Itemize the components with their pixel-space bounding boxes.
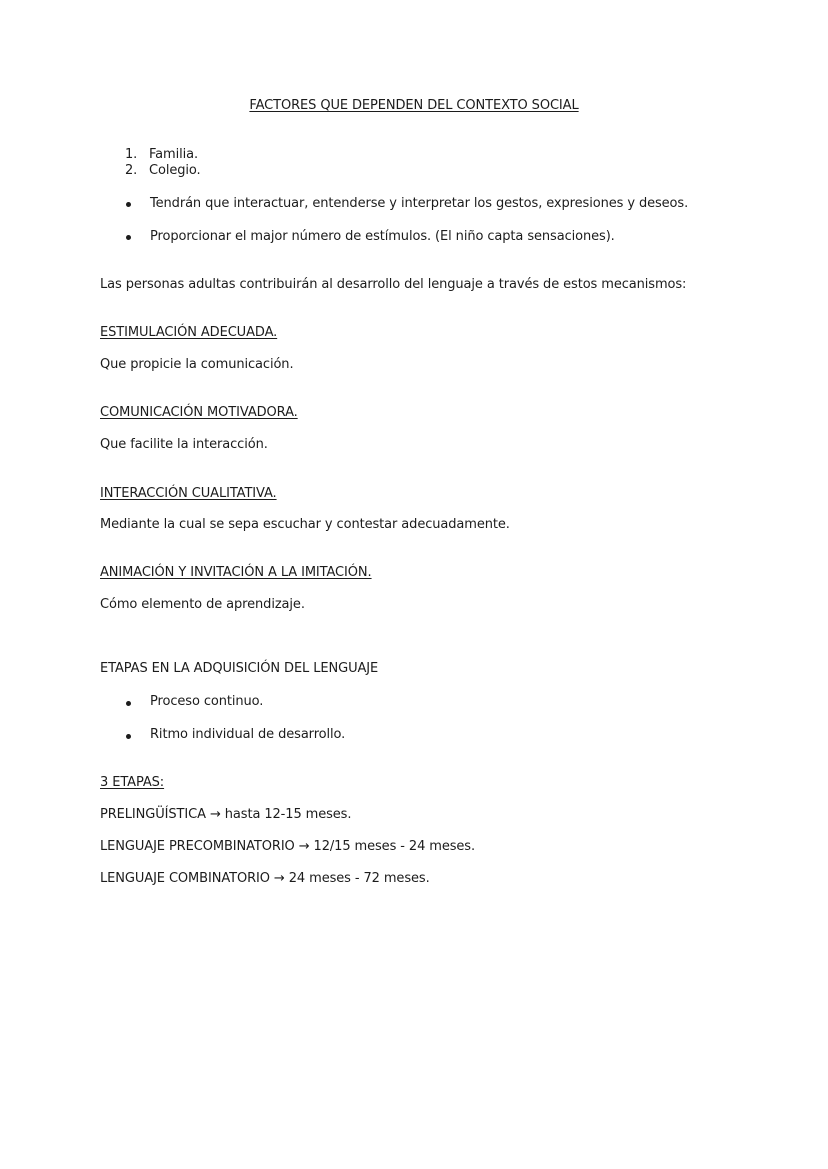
- section-text: Que propicie la comunicación.: [100, 357, 294, 372]
- list-item-colegio: Colegio.: [149, 163, 201, 178]
- bullet-dot: [126, 235, 131, 240]
- page-title: FACTORES QUE DEPENDEN DEL CONTEXTO SOCIAL: [249, 98, 579, 113]
- bullet-item: Tendrán que interactuar, entenderse y interpretar los gestos, expresiones y deseos.: [150, 196, 689, 211]
- bullet-item: Ritmo individual de desarrollo.: [150, 727, 346, 742]
- section-heading: ANIMACIÓN Y INVITACIÓN A LA IMITACIÓN.: [100, 565, 372, 580]
- section-heading: ESTIMULACIÓN ADECUADA.: [100, 325, 278, 340]
- section-heading: INTERACCIÓN CUALITATIVA.: [100, 486, 277, 501]
- bullet-dot: [126, 202, 131, 207]
- bullet-dot: [126, 701, 131, 706]
- list-item-familia: Familia.: [149, 147, 199, 162]
- intro-paragraph: Las personas adultas contribuirán al desarrollo del lenguaje a través de estos mecanismos:: [100, 277, 687, 292]
- list-number: 2.: [125, 163, 138, 178]
- list-number: 1.: [125, 147, 138, 162]
- bullet-dot: [126, 734, 131, 739]
- bullet-item: Proceso continuo.: [150, 694, 264, 709]
- stage-item: LENGUAJE PRECOMBINATORIO → 12/15 meses - 24 meses.: [100, 839, 476, 854]
- section-heading: COMUNICACIÓN MOTIVADORA.: [100, 405, 298, 420]
- section2-title: ETAPAS EN LA ADQUISICIÓN DEL LENGUAJE: [100, 661, 379, 676]
- stage-item: PRELINGÜÍSTICA → hasta 12-15 meses.: [100, 807, 352, 822]
- stage-item: LENGUAJE COMBINATORIO → 24 meses - 72 meses.: [100, 871, 430, 886]
- section-text: Que facilite la interacción.: [100, 437, 268, 452]
- section-text: Cómo elemento de aprendizaje.: [100, 597, 305, 612]
- bullet-item: Proporcionar el major número de estímulos. (El niño capta sensaciones).: [150, 229, 615, 244]
- stages-heading: 3 ETAPAS:: [100, 775, 165, 790]
- section-text: Mediante la cual se sepa escuchar y contestar adecuadamente.: [100, 517, 510, 532]
